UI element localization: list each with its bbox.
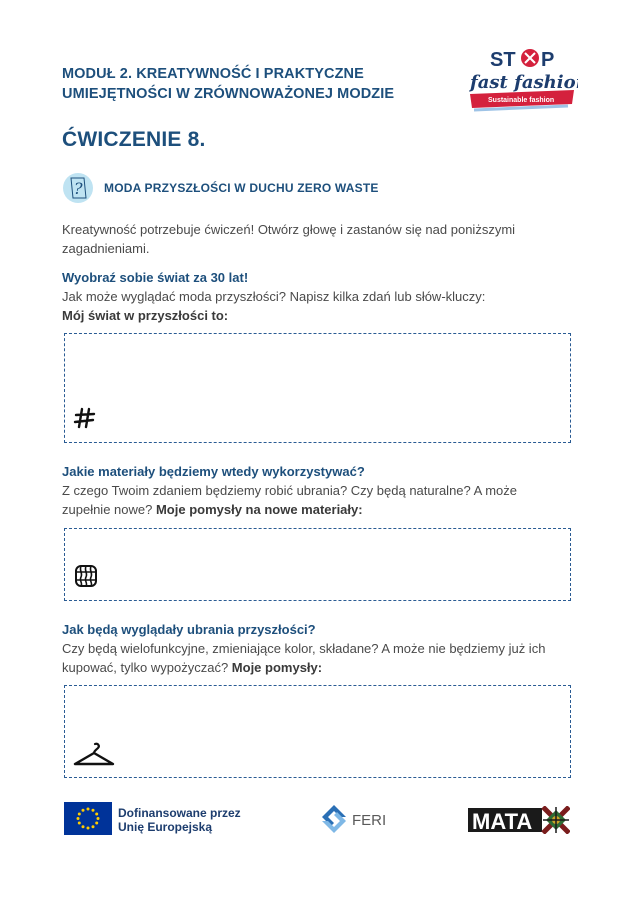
hashtag-icon: [73, 406, 97, 435]
intro-line1: Kreatywność potrzebuje ćwiczeń! Otwórz głowę i zastanów się nad poniższymi: [62, 222, 516, 237]
section2-question-line2: [62, 500, 562, 519]
eu-funding-line1: Dofinansowane przez: [118, 806, 241, 820]
answer-box-world[interactable]: [64, 333, 571, 443]
intro-line2: zagadnieniami.: [62, 241, 150, 256]
mata-text: MATA: [472, 809, 533, 834]
stop-fast-fashion-logo: [468, 44, 578, 120]
module-title-line2: UMIEJĘTNOŚCI W ZRÓWNOWAŻONEJ MODZIE: [62, 86, 395, 102]
answer-box-clothes[interactable]: [64, 685, 571, 778]
eu-flag-icon: [64, 802, 112, 835]
fabric-pattern-icon: [73, 563, 99, 594]
section2-prompt: Moje pomysły na nowe materiały:: [155, 502, 363, 517]
section2-question-text2: zupełnie nowe?: [62, 502, 156, 517]
logo-stop-p-text: P: [541, 49, 555, 71]
section2-text: [62, 462, 562, 519]
section1-question: Jak może wyglądać moda przyszłości? Napisz kilka zdań lub słów-kluczy:: [62, 289, 486, 304]
eu-funding-line2: Unię Europejską: [118, 820, 213, 834]
section3-heading: Jak będą wyglądały ubrania przyszłości?: [62, 622, 316, 637]
eu-funding-text: [118, 806, 241, 834]
section1-heading: Wyobraź sobie świat za 30 lat!: [62, 270, 249, 285]
hanger-icon: [73, 740, 115, 773]
logo-ribbon-text: Sustainable fashion: [488, 97, 555, 104]
topic-title: MODA PRZYSZŁOŚCI W DUCHU ZERO WASTE: [104, 181, 379, 195]
answer-box-materials[interactable]: [64, 528, 571, 601]
section2-question-line1: Z czego Twoim zdaniem będziemy robić ubrania? Czy będą naturalne? A może: [62, 483, 518, 498]
section3-question-line2: [62, 658, 562, 677]
intro-paragraph: [62, 220, 562, 258]
section3-question-line1: Czy będą wielofunkcyjne, zmieniające kolor, składane? A może nie będziemy już ich: [62, 641, 546, 656]
section1-prompt: Mój świat w przyszłości to:: [62, 308, 229, 323]
section3-text: [62, 620, 562, 677]
logo-stop-text: ST: [490, 49, 516, 71]
section3-prompt: Moje pomysły:: [231, 660, 323, 675]
section1-text: [62, 268, 562, 325]
section3-question-text2: kupować, tylko wypożyczać?: [62, 660, 232, 675]
mata-logo: [468, 806, 570, 834]
section2-heading: Jakie materiały będziemy wtedy wykorzystywać?: [62, 464, 365, 479]
question-icon: [62, 172, 94, 204]
feri-logo: [320, 803, 390, 835]
module-title: [62, 64, 442, 104]
exercise-title: ĆWICZENIE 8.: [62, 128, 206, 151]
logo-script-text: fast fashion: [470, 72, 578, 93]
feri-text: FERI: [352, 812, 387, 829]
svg-text:?: ?: [74, 179, 83, 198]
module-title-line1: MODUŁ 2. KREATYWNOŚĆ I PRAKTYCZNE: [62, 66, 364, 82]
